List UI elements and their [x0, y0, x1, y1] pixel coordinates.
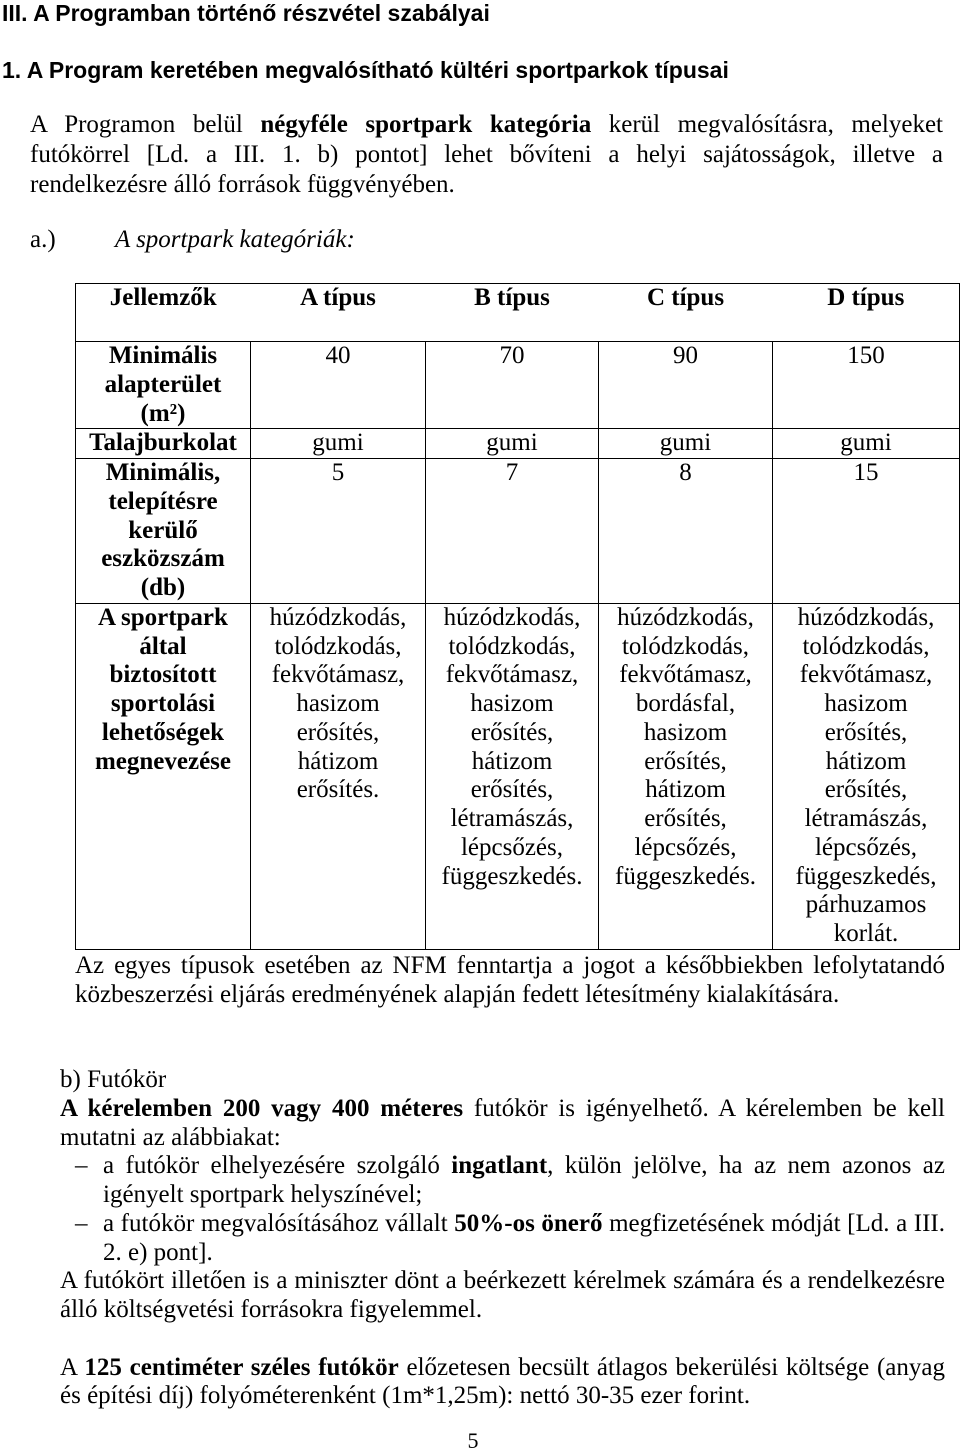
section-heading: III. A Programban történő részvétel szabályai	[2, 0, 490, 26]
intro-text-bold: négyféle sportpark kategória	[260, 111, 592, 138]
activities-type-c: húzódzkodás, tolódzkodás, fekvőtámasz, bordásfal, hasizom erősítés, hátizom erősítés, lépcsőzés, függeszkedés.	[599, 603, 773, 949]
bullet-dash: –	[75, 1152, 88, 1180]
categories-heading	[30, 225, 450, 255]
intro-text-start: A Programon belül	[30, 111, 261, 138]
page-number: 5	[467, 1428, 479, 1453]
surface-type-b: gumi	[426, 429, 599, 459]
bullet-text-bold: 50%-os önerő	[454, 1209, 603, 1237]
decision-paragraph: A futókört illetően is a miniszter dönt a beérkezett kérelmek számára és a rendelkezésre álló költségvetési forrásokra figyelemmel.	[60, 1267, 945, 1323]
running-track-section	[60, 1066, 945, 1411]
cost-paragraph	[60, 1354, 945, 1412]
intro-paragraph	[30, 110, 943, 200]
row-label-surface: Talajburkolat	[76, 429, 251, 459]
table-row-activities	[76, 603, 960, 949]
cost-text-after: előzetesen becsült átlagos bekerülési költsége (anyag és építési díj) folyóméterenként (1m*1,25m): nettó 30-35 ezer forint.	[60, 1353, 945, 1410]
header-type-d: D típus	[773, 284, 960, 342]
intro-text-end: kerül megvalósításra, melyeket futókörrel [Ld. a III. 1. b) pontot] lehet bővíteni a helyi sajátosságok, illetve a rendelkezésre álló források függvényében.	[30, 111, 944, 198]
min-area-type-d: 150	[773, 342, 960, 429]
requirements-list	[60, 1152, 945, 1267]
min-area-type-b: 70	[426, 342, 599, 429]
list-item	[60, 1210, 945, 1268]
table-row-surface	[76, 429, 960, 459]
equipment-count-type-d: 15	[773, 459, 960, 604]
sportpark-category-table	[75, 283, 960, 950]
equipment-count-type-b: 7	[426, 459, 599, 604]
row-label-equipment-count: Minimális, telepítésre kerülő eszközszám (db)	[76, 459, 251, 604]
row-label-min-area: Minimális alapterület (m²)	[76, 342, 251, 429]
surface-type-d: gumi	[773, 429, 960, 459]
min-area-type-c: 90	[599, 342, 773, 429]
note-paragraph: Az egyes típusok esetében az NFM fenntartja a jogot a későbbiekben lefolytatandó közbeszerzési eljárás eredményének alapján fedett létesítmény kialakítására.	[75, 952, 945, 1008]
equipment-count-type-a: 5	[251, 459, 426, 604]
table-row-min-area	[76, 342, 960, 429]
surface-type-a: gumi	[251, 429, 426, 459]
request-paragraph	[60, 1095, 945, 1153]
bullet-dash: –	[75, 1209, 88, 1237]
activities-type-d: húzódzkodás, tolódzkodás, fekvőtámasz, hasizom erősítés, hátizom erősítés, létramászás, lépcsőzés, függeszkedés, párhuzamos korlát.	[773, 603, 960, 949]
min-area-type-a: 40	[251, 342, 426, 429]
cost-text-before: A	[60, 1353, 85, 1381]
list-item	[60, 1152, 945, 1210]
bullet-text-bold: ingatlant	[451, 1152, 548, 1180]
bullet-text-before: a futókör megvalósításához vállalt	[103, 1209, 455, 1237]
bullet-text-after: megfizetésének módját [Ld. a III. 2. e) pont].	[103, 1209, 946, 1266]
surface-type-c: gumi	[599, 429, 773, 459]
categories-marker: a.)	[30, 226, 56, 253]
request-text-rest: futókör is igényelhető. A kérelemben be kell mutatni az alábbiakat:	[60, 1094, 945, 1151]
subsection-heading: 1. A Program keretében megvalósítható kültéri sportparkok típusai	[2, 57, 729, 83]
categories-title: A sportpark kategóriák:	[115, 226, 355, 253]
table-header-row	[76, 284, 960, 342]
header-type-a: A típus	[251, 284, 426, 342]
row-label-activities: A sportpark által biztosított sportolási lehetőségek megnevezése	[76, 603, 251, 949]
request-text-bold: A kérelemben 200 vagy 400 méteres	[60, 1094, 464, 1122]
bullet-text-before: a futókör elhelyezésére szolgáló	[103, 1152, 452, 1180]
header-features: Jellemzők	[76, 284, 251, 342]
equipment-count-type-c: 8	[599, 459, 773, 604]
header-type-c: C típus	[599, 284, 773, 342]
cost-text-bold: 125 centiméter széles futókör	[84, 1353, 399, 1381]
header-type-b: B típus	[426, 284, 599, 342]
activities-type-a: húzódzkodás, tolódzkodás, fekvőtámasz, hasizom erősítés, hátizom erősítés.	[251, 603, 426, 949]
activities-type-b: húzódzkodás, tolódzkodás, fekvőtámasz, hasizom erősítés, hátizom erősítés, létramászás, lépcsőzés, függeszkedés.	[426, 603, 599, 949]
table-row-equipment-count	[76, 459, 960, 604]
running-track-title: b) Futókör	[60, 1066, 167, 1093]
bullet-text-after: , külön jelölve, ha az nem azonos az igényelt sportpark helyszínével;	[103, 1152, 945, 1208]
